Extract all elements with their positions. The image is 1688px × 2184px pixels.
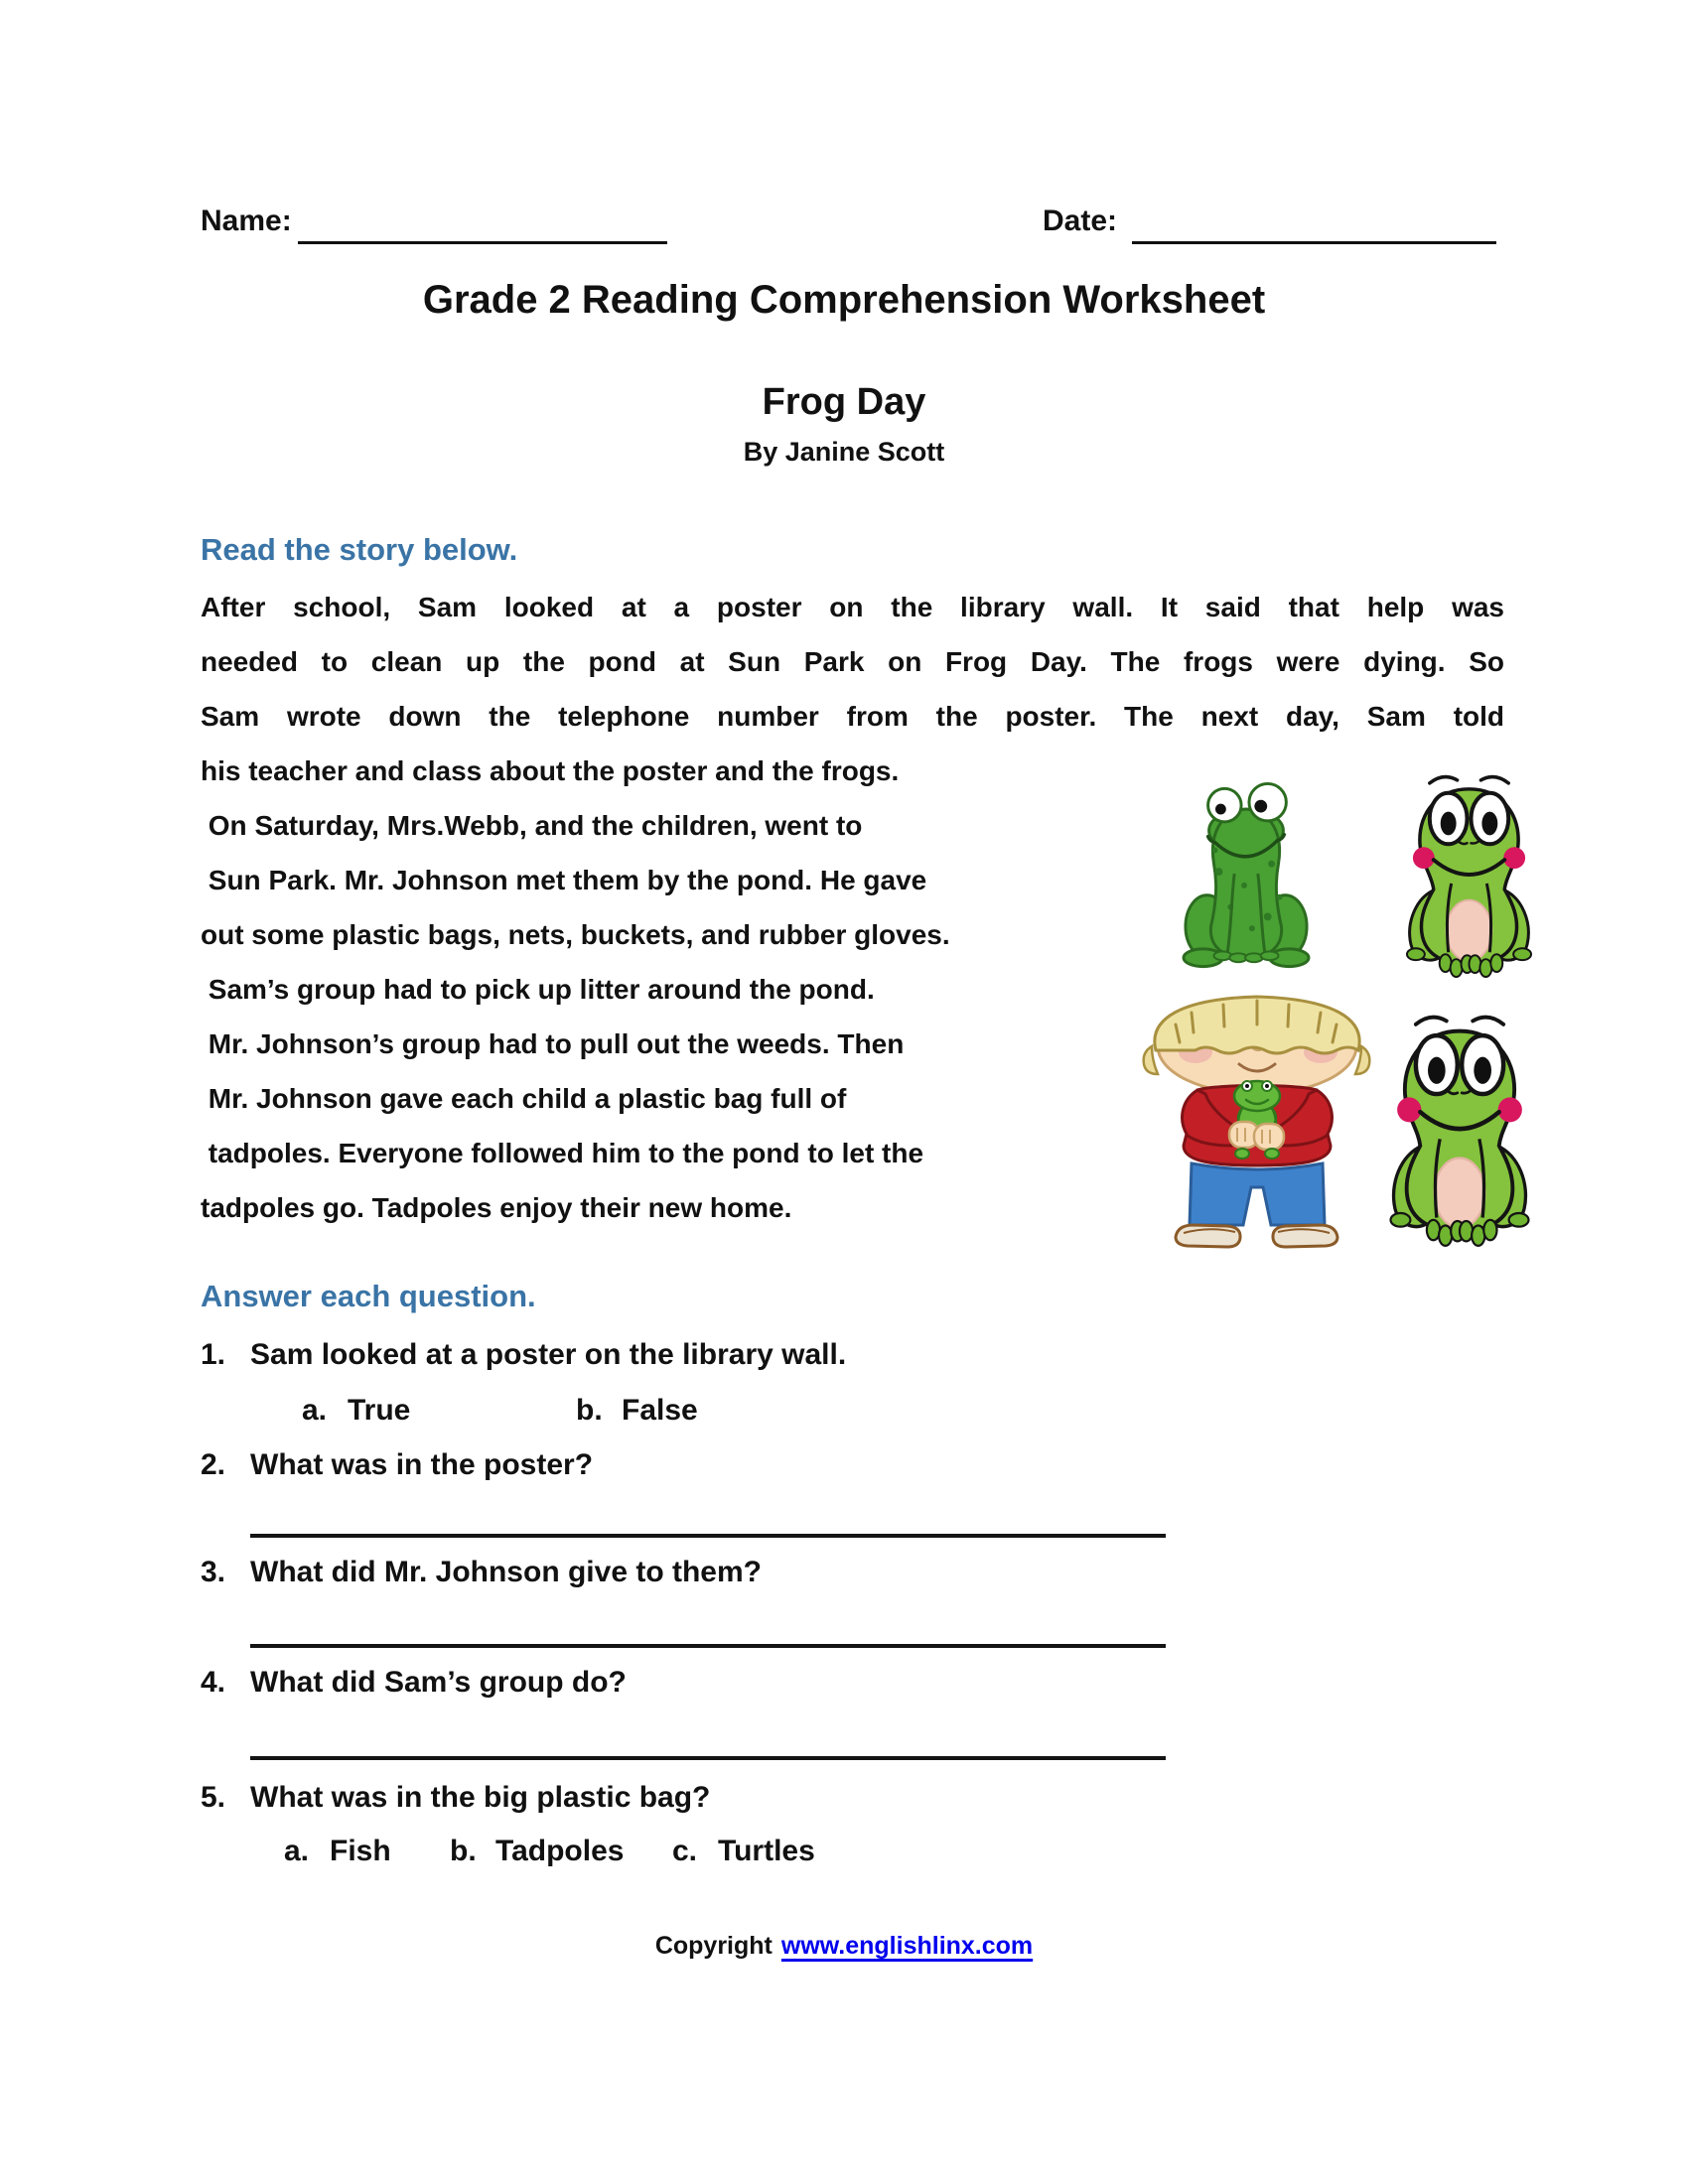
option-label: a. xyxy=(284,1835,310,1867)
question-5-option-a[interactable] xyxy=(284,1835,391,1868)
cute-frog-image-top xyxy=(1402,769,1536,978)
story-line: needed to clean up the pond at Sun Park on Frog Day. The frogs were dying. So xyxy=(201,646,1504,677)
option-label: c. xyxy=(672,1835,698,1867)
question-3 xyxy=(201,1556,762,1589)
question-4-text: What did Sam’s group do? xyxy=(250,1666,627,1699)
question-5-number: 5. xyxy=(201,1781,226,1814)
option-text: True xyxy=(348,1394,411,1427)
option-text: Turtles xyxy=(718,1835,815,1867)
option-text: False xyxy=(622,1394,698,1427)
story-line: Mr. Johnson’s group had to pull out the weeds. Then xyxy=(201,1028,905,1059)
date-field-line[interactable] xyxy=(1132,205,1496,244)
question-3-number: 3. xyxy=(201,1556,226,1588)
name-field-line[interactable] xyxy=(298,205,667,244)
question-1-text: Sam looked at a poster on the library wall. xyxy=(250,1338,847,1371)
name-label: Name: xyxy=(201,205,292,237)
page-title: Grade 2 Reading Comprehension Worksheet xyxy=(422,278,1266,322)
question-2-number: 2. xyxy=(201,1448,226,1481)
story-title: Frog Day xyxy=(762,381,926,423)
story-line: After school, Sam looked at a poster on the library wall. It said that help was xyxy=(201,592,1504,622)
story-line: tadpoles go. Tadpoles enjoy their new home. xyxy=(201,1192,792,1223)
read-story-heading: Read the story below. xyxy=(201,532,518,567)
question-5-text: What was in the big plastic bag? xyxy=(250,1781,711,1814)
story-line: On Saturday, Mrs.Webb, and the children, went to xyxy=(201,810,863,841)
footer xyxy=(0,1932,1688,1961)
question-3-text: What did Mr. Johnson give to them? xyxy=(250,1556,762,1588)
date-label: Date: xyxy=(1043,205,1118,237)
answer-questions-heading: Answer each question. xyxy=(201,1279,536,1313)
option-text: Fish xyxy=(330,1835,391,1867)
option-label: b. xyxy=(450,1835,477,1867)
question-1-number: 1. xyxy=(201,1338,226,1371)
answer-line-1[interactable] xyxy=(250,1534,1166,1538)
story-line: his teacher and class about the poster and the frogs. xyxy=(201,755,900,786)
story-byline: By Janine Scott xyxy=(743,437,945,467)
question-1 xyxy=(201,1338,846,1372)
question-4 xyxy=(201,1666,627,1700)
option-label: a. xyxy=(302,1394,328,1427)
story-line: tadpoles. Everyone followed him to the pond to let the xyxy=(201,1138,924,1168)
question-5 xyxy=(201,1781,710,1815)
story-line: out some plastic bags, nets, buckets, and rubber gloves. xyxy=(201,919,950,950)
question-5-option-c[interactable] xyxy=(672,1835,815,1868)
option-text: Tadpoles xyxy=(495,1835,625,1867)
answer-line-3[interactable] xyxy=(250,1756,1166,1760)
question-2 xyxy=(201,1448,593,1482)
question-5-option-b[interactable] xyxy=(450,1835,624,1868)
story-line: Mr. Johnson gave each child a plastic bag full of xyxy=(201,1083,847,1114)
option-label: b. xyxy=(576,1394,603,1427)
question-1-option-b[interactable] xyxy=(576,1394,698,1428)
question-4-number: 4. xyxy=(201,1666,226,1699)
green-frog-image xyxy=(1182,780,1311,975)
story-line: Sun Park. Mr. Johnson met them by the pond. He gave xyxy=(201,865,927,895)
question-1-option-a[interactable] xyxy=(302,1394,410,1428)
story-line: Sam’s group had to pick up litter around the pond. xyxy=(201,974,875,1005)
cute-frog-image-bottom xyxy=(1385,1009,1534,1247)
englishlinx-link[interactable]: www.englishlinx.com xyxy=(780,1932,1034,1960)
boy-holding-frog-image xyxy=(1140,989,1373,1249)
story-line: Sam wrote down the telephone number from the poster. The next day, Sam told xyxy=(201,701,1504,732)
question-2-text: What was in the poster? xyxy=(250,1448,594,1481)
answer-line-2[interactable] xyxy=(250,1644,1166,1648)
copyright-label: Copyright xyxy=(654,1932,773,1960)
